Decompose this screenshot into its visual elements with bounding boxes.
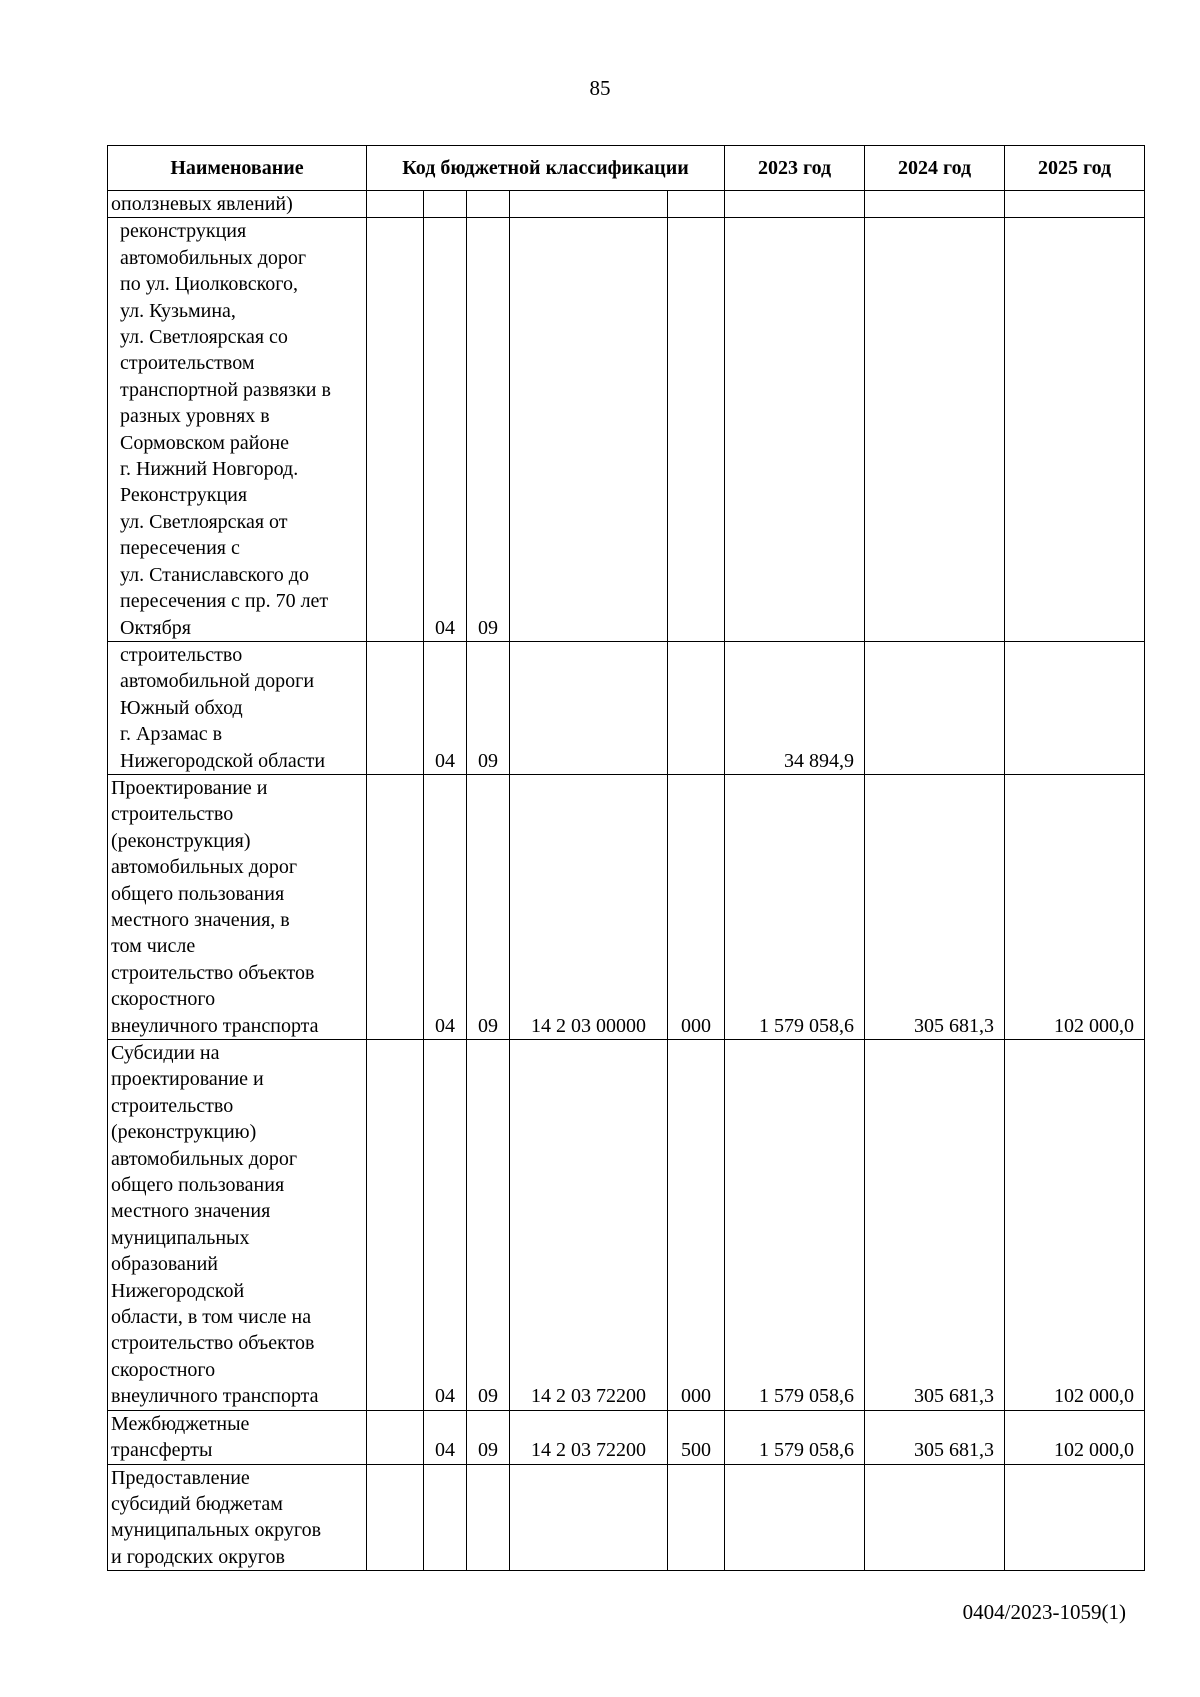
row-2025 — [1005, 641, 1145, 774]
row-pr: 09 — [467, 641, 510, 774]
page-number: 85 — [589, 76, 611, 100]
row-empty-cell — [367, 1410, 424, 1464]
row-2023 — [725, 191, 865, 218]
row-name: Субсидии на проектирование и строительство (реконструкцию) автомобильных дорог общего пользования местного значения муниципальных образований Нижегородской области, в том числе на строительство объектов скоростного внеуличного транспорта — [108, 1040, 367, 1411]
row-rz — [424, 191, 467, 218]
row-vr — [668, 1464, 725, 1571]
row-rz — [424, 1464, 467, 1571]
row-2023: 1 579 058,6 — [725, 1040, 865, 1411]
row-2025: 102 000,0 — [1005, 1040, 1145, 1411]
row-2023 — [725, 218, 865, 642]
table-row — [108, 218, 1145, 642]
row-2024 — [865, 1464, 1005, 1571]
table-header-row — [108, 146, 1145, 191]
row-2024: 305 681,3 — [865, 774, 1005, 1039]
row-vr: 000 — [668, 774, 725, 1039]
row-pr: 09 — [467, 218, 510, 642]
row-empty-cell — [367, 1040, 424, 1411]
row-name: реконструкция автомобильных дорог по ул. Циолковского, ул. Кузьмина, ул. Светлоярская со строительством транспортной развязки в разных уровнях в Сормовском районе г. Нижний Новгород. Реконструкция ул. Светлоярская от пересечения с ул. Станиславского до пересечения с пр. 70 лет Октября — [108, 218, 367, 642]
table-row — [108, 1040, 1145, 1411]
row-pr: 09 — [467, 1040, 510, 1411]
row-2025 — [1005, 191, 1145, 218]
row-2025 — [1005, 218, 1145, 642]
row-2024 — [865, 218, 1005, 642]
row-csr: 14 2 03 72200 — [510, 1410, 668, 1464]
row-pr — [467, 191, 510, 218]
row-2024 — [865, 191, 1005, 218]
table-row — [108, 774, 1145, 1039]
row-2024: 305 681,3 — [865, 1040, 1005, 1411]
row-rz: 04 — [424, 1040, 467, 1411]
row-pr: 09 — [467, 774, 510, 1039]
row-pr — [467, 1464, 510, 1571]
row-vr — [668, 191, 725, 218]
header-budget-code: Код бюджетной классификации — [367, 146, 725, 191]
row-csr: 14 2 03 72200 — [510, 1040, 668, 1411]
row-2025 — [1005, 1464, 1145, 1571]
row-2024 — [865, 641, 1005, 774]
row-rz: 04 — [424, 774, 467, 1039]
row-name: Межбюджетные трансферты — [108, 1410, 367, 1464]
row-empty-cell — [367, 774, 424, 1039]
row-csr — [510, 1464, 668, 1571]
row-name: Предоставление субсидий бюджетам муниципальных округов и городских округов — [108, 1464, 367, 1571]
header-name: Наименование — [108, 146, 367, 191]
row-csr — [510, 218, 668, 642]
row-2025: 102 000,0 — [1005, 774, 1145, 1039]
row-2023: 1 579 058,6 — [725, 1410, 865, 1464]
budget-table — [107, 145, 1145, 1571]
row-2023: 1 579 058,6 — [725, 774, 865, 1039]
header-2025: 2025 год — [1005, 146, 1145, 191]
row-name: оползневых явлений) — [108, 191, 367, 218]
row-vr — [668, 218, 725, 642]
row-2023 — [725, 1464, 865, 1571]
table-row — [108, 1464, 1145, 1571]
header-2024: 2024 год — [865, 146, 1005, 191]
row-rz: 04 — [424, 1410, 467, 1464]
row-name: Проектирование и строительство (реконструкция) автомобильных дорог общего пользования местного значения, в том числе строительство объектов скоростного внеуличного транспорта — [108, 774, 367, 1039]
row-empty-cell — [367, 191, 424, 218]
row-csr — [510, 641, 668, 774]
row-csr: 14 2 03 00000 — [510, 774, 668, 1039]
row-empty-cell — [367, 641, 424, 774]
row-2025: 102 000,0 — [1005, 1410, 1145, 1464]
table-row — [108, 191, 1145, 218]
row-vr — [668, 641, 725, 774]
header-2023: 2023 год — [725, 146, 865, 191]
row-rz: 04 — [424, 218, 467, 642]
row-vr: 000 — [668, 1040, 725, 1411]
row-empty-cell — [367, 218, 424, 642]
row-pr: 09 — [467, 1410, 510, 1464]
row-csr — [510, 191, 668, 218]
row-rz: 04 — [424, 641, 467, 774]
table-row — [108, 1410, 1145, 1464]
row-name: строительство автомобильной дороги Южный обход г. Арзамас в Нижегородской области — [108, 641, 367, 774]
row-vr: 500 — [668, 1410, 725, 1464]
row-2023: 34 894,9 — [725, 641, 865, 774]
row-2024: 305 681,3 — [865, 1410, 1005, 1464]
row-empty-cell — [367, 1464, 424, 1571]
document-code: 0404/2023-1059(1) — [962, 1600, 1126, 1624]
table-row — [108, 641, 1145, 774]
